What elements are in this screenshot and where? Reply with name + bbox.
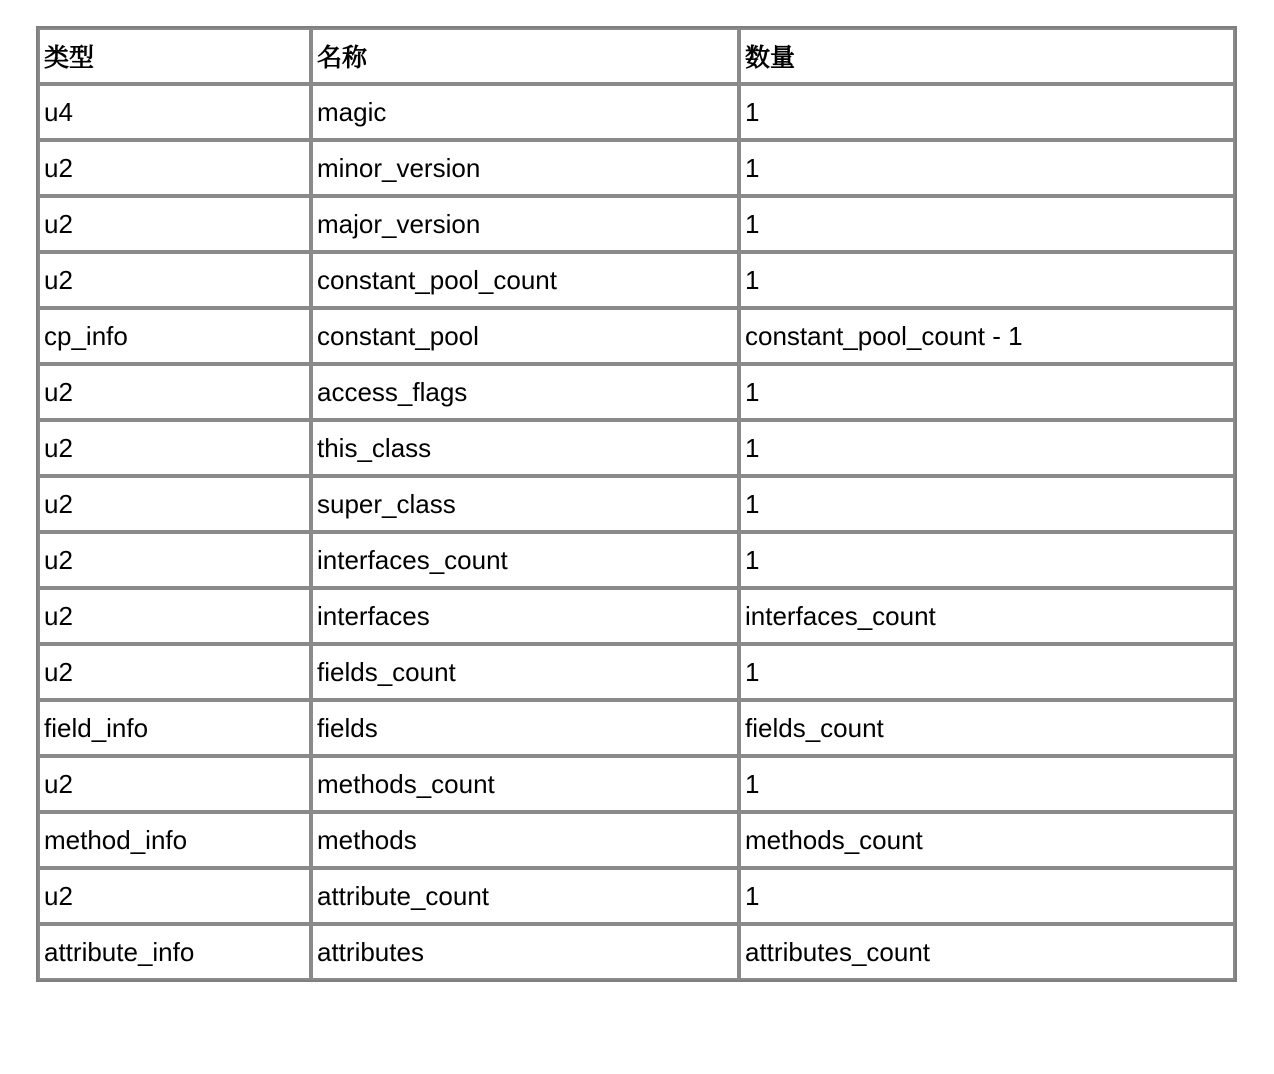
cell-type: u2 xyxy=(38,420,311,476)
cell-type: u4 xyxy=(38,84,311,140)
cell-name: major_version xyxy=(311,196,739,252)
cell-count: methods_count xyxy=(739,812,1235,868)
cell-type: method_info xyxy=(38,812,311,868)
table-row xyxy=(38,364,1235,420)
cell-count: 1 xyxy=(739,532,1235,588)
cell-name: fields_count xyxy=(311,644,739,700)
table-row xyxy=(38,252,1235,308)
cell-count: 1 xyxy=(739,868,1235,924)
table-row xyxy=(38,644,1235,700)
cell-count: 1 xyxy=(739,756,1235,812)
cell-count: attributes_count xyxy=(739,924,1235,980)
cell-name: fields xyxy=(311,700,739,756)
table-row xyxy=(38,756,1235,812)
cell-name: attributes xyxy=(311,924,739,980)
table-row xyxy=(38,196,1235,252)
cell-count: 1 xyxy=(739,84,1235,140)
cell-name: attribute_count xyxy=(311,868,739,924)
cell-type: u2 xyxy=(38,756,311,812)
header-type: 类型 xyxy=(38,28,311,84)
cell-name: methods xyxy=(311,812,739,868)
table-row xyxy=(38,700,1235,756)
table-row xyxy=(38,476,1235,532)
cell-type: u2 xyxy=(38,868,311,924)
table-row xyxy=(38,868,1235,924)
cell-type: u2 xyxy=(38,644,311,700)
cell-count: fields_count xyxy=(739,700,1235,756)
cell-type: u2 xyxy=(38,476,311,532)
cell-name: interfaces xyxy=(311,588,739,644)
cell-type: attribute_info xyxy=(38,924,311,980)
table-row xyxy=(38,532,1235,588)
table-row xyxy=(38,84,1235,140)
cell-name: access_flags xyxy=(311,364,739,420)
cell-name: magic xyxy=(311,84,739,140)
cell-name: constant_pool_count xyxy=(311,252,739,308)
cell-type: u2 xyxy=(38,140,311,196)
table-row xyxy=(38,420,1235,476)
cell-count: 1 xyxy=(739,252,1235,308)
cell-name: minor_version xyxy=(311,140,739,196)
table-row xyxy=(38,812,1235,868)
table-row xyxy=(38,140,1235,196)
table-row xyxy=(38,924,1235,980)
table-row xyxy=(38,308,1235,364)
cell-count: 1 xyxy=(739,420,1235,476)
cell-count: interfaces_count xyxy=(739,588,1235,644)
cell-count: 1 xyxy=(739,476,1235,532)
cell-count: 1 xyxy=(739,140,1235,196)
cell-type: u2 xyxy=(38,252,311,308)
cell-name: constant_pool xyxy=(311,308,739,364)
cell-count: 1 xyxy=(739,644,1235,700)
header-row xyxy=(38,28,1235,84)
cell-name: interfaces_count xyxy=(311,532,739,588)
class-file-structure-table-container xyxy=(36,26,1237,982)
header-count: 数量 xyxy=(739,28,1235,84)
cell-name: super_class xyxy=(311,476,739,532)
cell-count: constant_pool_count - 1 xyxy=(739,308,1235,364)
cell-type: u2 xyxy=(38,364,311,420)
cell-type: cp_info xyxy=(38,308,311,364)
table-header xyxy=(38,28,1235,84)
cell-count: 1 xyxy=(739,196,1235,252)
table-body xyxy=(38,84,1235,980)
class-file-structure-table xyxy=(38,28,1235,980)
cell-name: this_class xyxy=(311,420,739,476)
cell-type: u2 xyxy=(38,588,311,644)
cell-type: u2 xyxy=(38,532,311,588)
table-row xyxy=(38,588,1235,644)
cell-name: methods_count xyxy=(311,756,739,812)
cell-count: 1 xyxy=(739,364,1235,420)
cell-type: field_info xyxy=(38,700,311,756)
header-name: 名称 xyxy=(311,28,739,84)
cell-type: u2 xyxy=(38,196,311,252)
